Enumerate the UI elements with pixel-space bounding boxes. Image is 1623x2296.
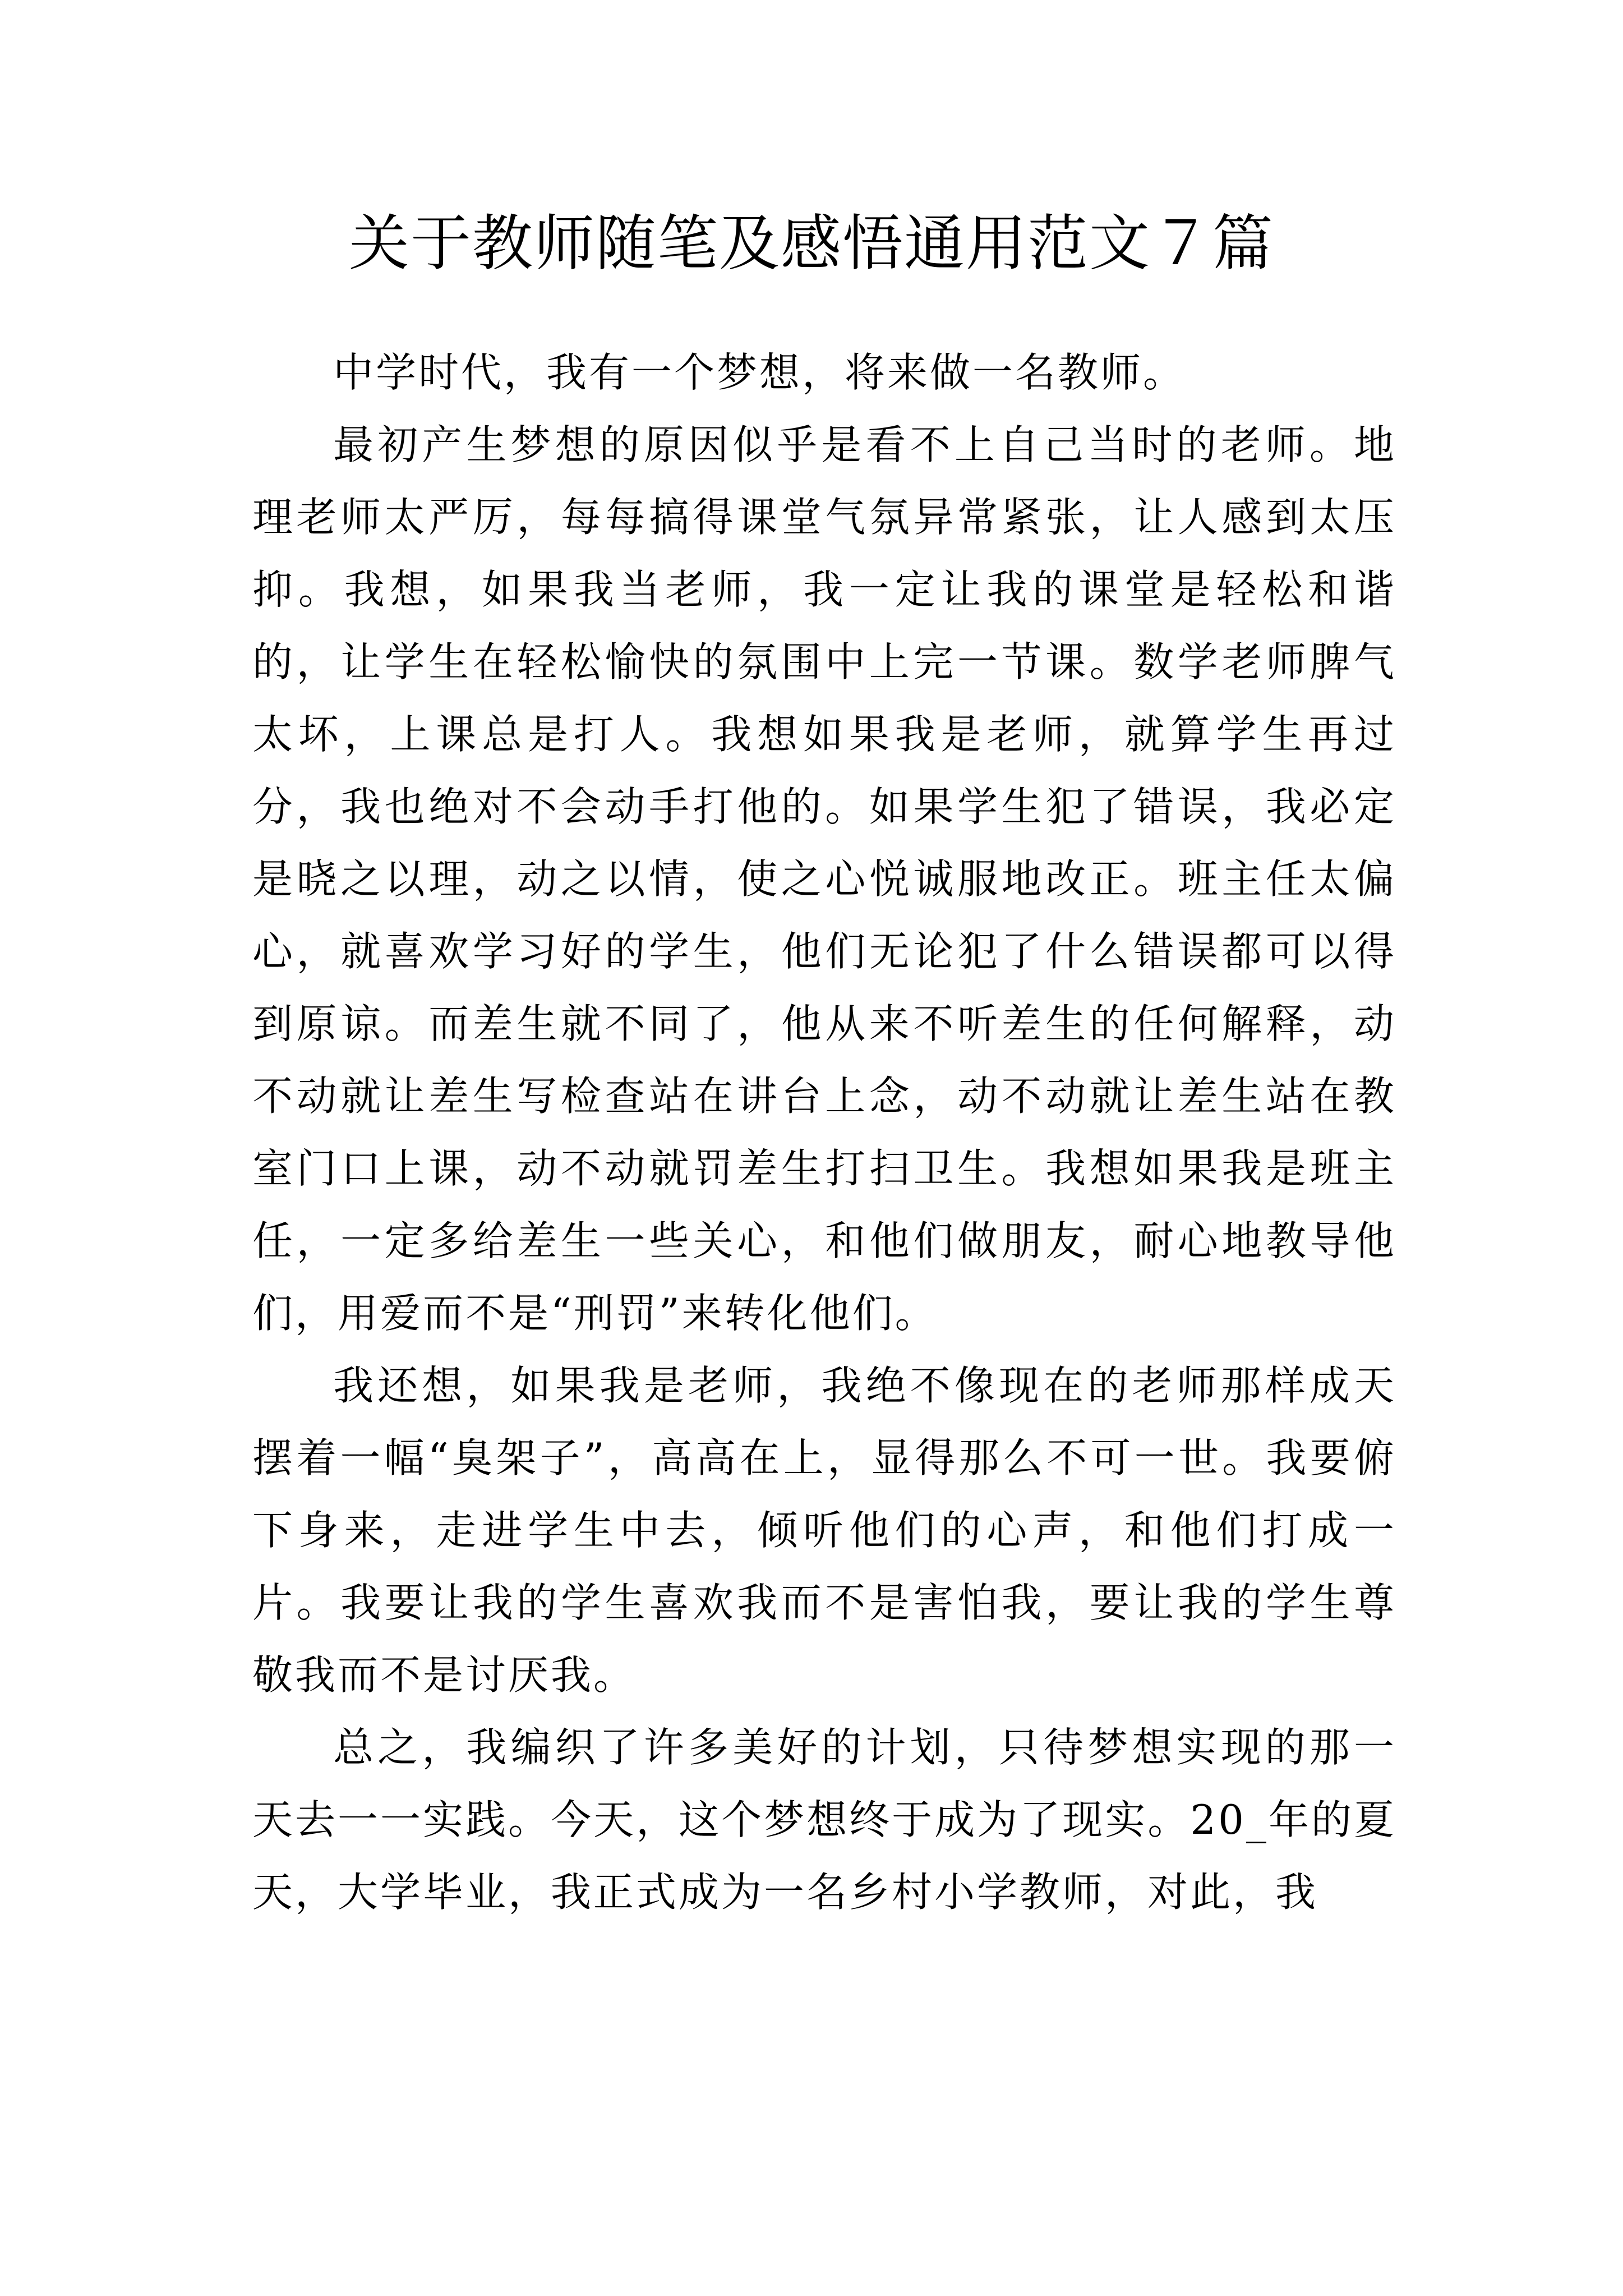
paragraph: 我还想，如果我是老师，我绝不像现在的老师那样成天摆着一幅“臭架子”，高高在上，显得那么不可一世。我要俯下身来，走进学生中去，倾听他们的心声，和他们打成一片。我要让我的学生喜欢我而不是害怕我，要让我的学生尊敬我而不是讨厌我。 — [252, 1362, 1396, 1699]
paragraph: 最初产生梦想的原因似乎是看不上自己当时的老师。地理老师太严厉，每每搞得课堂气氛异常紧张，让人感到太压抑。我想，如果我当老师，我一定让我的课堂是轻松和谐的，让学生在轻松愉快的氛围中上完一节课。数学老师脾气太坏，上课总是打人。我想如果我是老师，就算学生再过分，我也绝对不会动手打他的。如果学生犯了错误，我必定是晓之以理，动之以情，使之心悦诚服地改正。班主任太偏心，就喜欢学习好的学生，他们无论犯了什么错误都可以得到原谅。而差生就不同了，他从来不听差生的任何解释，动不动就让差生写检查站在讲台上念，动不动就让差生站在教室门口上课，动不动就罚差生打扫卫生。我想如果我是班主任，一定多给差生一些关心，和他们做朋友，耐心地教导他们，用爱而不是“刑罚”来转化他们。 — [252, 421, 1396, 1337]
paragraph: 中学时代，我有一个梦想，将来做一名教师。 — [333, 349, 1186, 396]
document-title: 关于教师随笔及感悟通用范文７篇 — [348, 209, 1274, 279]
document-body — [252, 337, 1396, 1929]
paragraph: 总之，我编织了许多美好的计划，只待梦想实现的那一天去一一实践。今天，这个梦想终于成为了现实。20_年的夏天，大学毕业，我正式成为一名乡村小学教师，对此，我 — [252, 1724, 1396, 1916]
